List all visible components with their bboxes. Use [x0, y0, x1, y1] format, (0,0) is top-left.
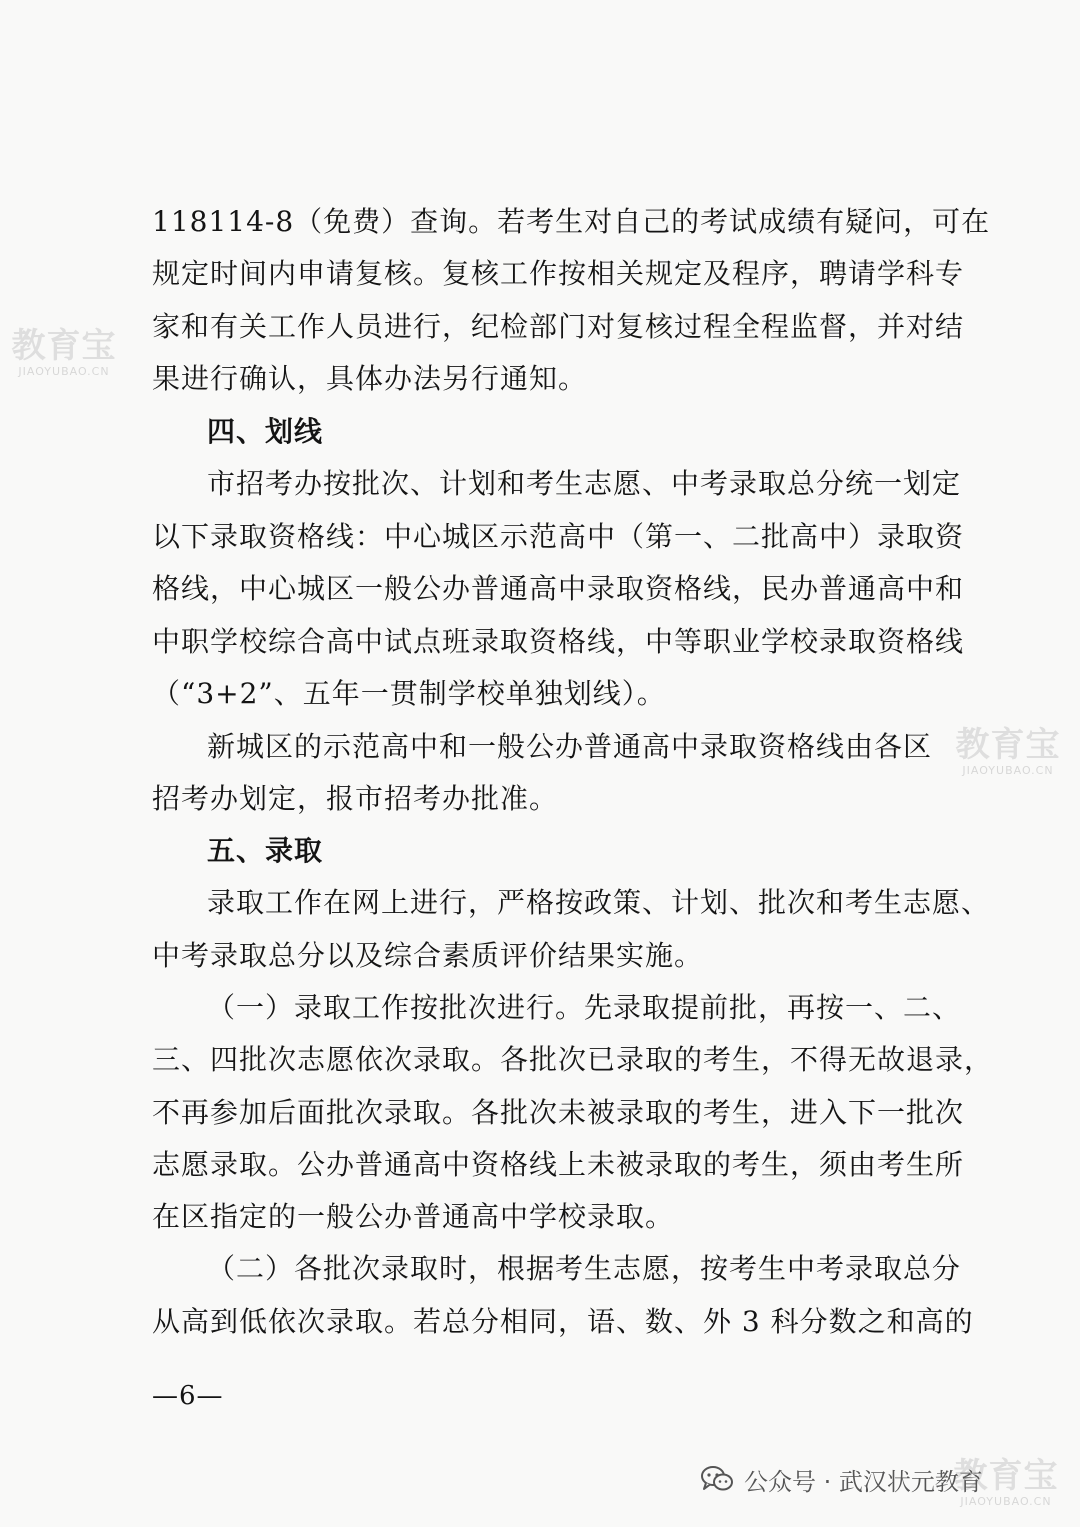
body-line: （一）录取工作按批次进行。先录取提前批，再按一、二、 [207, 991, 962, 1024]
body-line: 中职学校综合高中试点班录取资格线，中等职业学校录取资格线 [152, 625, 965, 658]
watermark-brand: 教育宝 [11, 326, 117, 366]
body-line: 录取工作在网上进行，严格按政策、计划、批次和考生志愿、 [207, 886, 991, 919]
body-line: 招考办划定，报市招考办批准。 [152, 782, 559, 815]
official-account-name: 公众号 · 武汉状元教育 [744, 1467, 983, 1496]
body-line: 从高到低依次录取。若总分相同，语、数、外 3 科分数之和高的 [152, 1305, 974, 1338]
official-account-tag[interactable] [700, 1457, 983, 1501]
body-line: 118114-8（免费）查询。若考生对自己的考试成绩有疑问，可在 [152, 205, 991, 238]
body-line: 中考录取总分以及综合素质评价结果实施。 [152, 939, 704, 972]
wechat-icon [700, 1464, 734, 1494]
body-line: 在区指定的一般公办普通高中学校录取。 [152, 1200, 675, 1233]
body-line: 新城区的示范高中和一般公办普通高中录取资格线由各区 [207, 730, 933, 763]
body-line: 志愿录取。公办普通高中资格线上未被录取的考生，须由考生所 [152, 1148, 965, 1181]
watermark [948, 725, 1068, 777]
body-line: 不再参加后面批次录取。各批次未被录取的考生，进入下一批次 [152, 1096, 965, 1129]
watermark [4, 326, 124, 378]
page-number: —6— [152, 1381, 224, 1411]
body-line: 格线，中心城区一般公办普通高中录取资格线，民办普通高中和 [152, 572, 965, 605]
body-line: 以下录取资格线：中心城区示范高中（第一、二批高中）录取资 [152, 520, 965, 553]
body-line: 家和有关工作人员进行，纪检部门对复核过程全程监督，并对结 [152, 310, 965, 343]
body-line: 规定时间内申请复核。复核工作按相关规定及程序，聘请学科专 [152, 257, 965, 290]
watermark-url: JIAOYUBAO.CN [962, 764, 1054, 777]
section-heading: 四、划线 [207, 415, 324, 448]
watermark-brand: 教育宝 [955, 725, 1061, 765]
section-heading: 五、录取 [207, 834, 324, 867]
body-line: （“3+2”、五年一贯制学校单独划线）。 [152, 677, 666, 710]
watermark-url: JIAOYUBAO.CN [18, 365, 110, 378]
body-line: 三、四批次志愿依次录取。各批次已录取的考生，不得无故退录， [152, 1043, 994, 1076]
body-line: 市招考办按批次、计划和考生志愿、中考录取总分统一划定 [207, 467, 962, 500]
watermark-brand: 教育宝 [953, 1456, 1059, 1496]
body-line: （二）各批次录取时，根据考生志愿，按考生中考录取总分 [207, 1252, 962, 1285]
watermark-url: JIAOYUBAO.CN [960, 1495, 1052, 1508]
body-line: 果进行确认，具体办法另行通知。 [152, 362, 588, 395]
